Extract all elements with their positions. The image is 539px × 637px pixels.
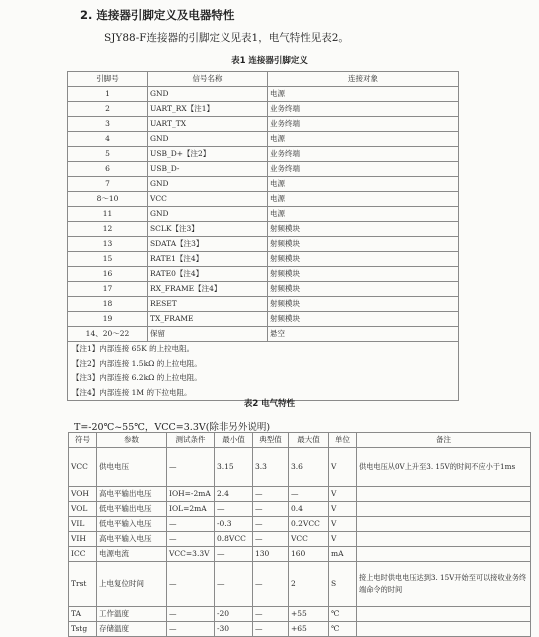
cell-parameter: 工作温度 [97, 607, 167, 622]
cell-parameter: 高电平输出电压 [97, 487, 167, 502]
pin-row [68, 177, 459, 192]
cell-typ: — [253, 532, 289, 547]
cell-signal: GND [148, 132, 268, 147]
cell-max: 0.4 [289, 502, 329, 517]
cell-parameter: 电源电流 [97, 547, 167, 562]
cell-target: 射频模块 [268, 267, 459, 282]
table2-caption: 表2 电气特性 [243, 399, 296, 409]
pin-row [68, 222, 459, 237]
cell-target: 电源 [268, 132, 459, 147]
cell-target: 业务终端 [268, 117, 459, 132]
cell-min: 2.4 [215, 487, 253, 502]
cell-symbol: VIL [69, 517, 97, 532]
cell-min: -20 [215, 607, 253, 622]
cell-signal: UART_RX【注1】 [148, 102, 268, 117]
cell-condition: IOH=-2mA [167, 487, 215, 502]
cell-target: 射频模块 [268, 222, 459, 237]
cell-min: -30 [215, 622, 253, 637]
cell-pin: 11 [68, 207, 148, 222]
table1-header-row [68, 72, 459, 87]
cell-signal: SDATA【注3】 [148, 237, 268, 252]
cell-signal: RX_FRAME【注4】 [148, 282, 268, 297]
cell-target: 射频模块 [268, 282, 459, 297]
pin-row [68, 102, 459, 117]
cell-target: 电源 [268, 177, 459, 192]
cell-pin: 18 [68, 297, 148, 312]
cell-symbol: TA [69, 607, 97, 622]
cell-unit: ℃ [329, 622, 357, 637]
spec-row [69, 502, 531, 517]
section-title: 2. 连接器引脚定义及电器特性 [80, 8, 235, 22]
cell-parameter: 存储温度 [97, 622, 167, 637]
note-4: 【注4】内部连接 1M 的下拉电阻。 [72, 387, 192, 397]
cell-min: 3.15 [215, 448, 253, 487]
header-pin: 引脚号 [68, 72, 148, 87]
cell-target: 业务终端 [268, 162, 459, 177]
test-condition: T=-20℃~55℃，VCC=3.3V(除非另外说明) [74, 422, 271, 433]
cell-signal: TX_FRAME [148, 312, 268, 327]
cell-signal: USB_D- [148, 162, 268, 177]
spec-row [69, 448, 531, 487]
note-3: 【注3】内部连接 6.2kΩ 的上拉电阻。 [72, 373, 202, 382]
cell-parameter: 低电平输入电压 [97, 517, 167, 532]
pin-row [68, 312, 459, 327]
pin-row [68, 267, 459, 282]
cell-target: 射频模块 [268, 237, 459, 252]
cell-target: 电源 [268, 207, 459, 222]
spec-row [69, 622, 531, 637]
cell-min: -0.3 [215, 517, 253, 532]
cell-typ: — [253, 502, 289, 517]
cell-max: 3.6 [289, 448, 329, 487]
pin-row [68, 132, 459, 147]
cell-max: 2 [289, 562, 329, 607]
cell-remark [357, 532, 531, 547]
cell-target: 电源 [268, 192, 459, 207]
cell-pin: 5 [68, 147, 148, 162]
cell-symbol: VCC [69, 448, 97, 487]
cell-unit: mA [329, 547, 357, 562]
pin-row [68, 147, 459, 162]
spec-row [69, 547, 531, 562]
cell-pin: 19 [68, 312, 148, 327]
header-signal: 信号名称 [148, 72, 268, 87]
header-target: 连接对象 [268, 72, 459, 87]
cell-remark [357, 487, 531, 502]
cell-typ: — [253, 487, 289, 502]
pin-row [68, 252, 459, 267]
cell-unit: V [329, 448, 357, 487]
pin-row [68, 192, 459, 207]
cell-pin: 16 [68, 267, 148, 282]
cell-signal: 保留 [148, 327, 268, 342]
cell-condition: — [167, 622, 215, 637]
cell-remark [357, 502, 531, 517]
cell-unit: V [329, 487, 357, 502]
cell-parameter: 供电电压 [97, 448, 167, 487]
cell-signal: RATE0【注4】 [148, 267, 268, 282]
cell-condition: — [167, 532, 215, 547]
cell-target: 电源 [268, 87, 459, 102]
cell-min: 0.8VCC [215, 532, 253, 547]
cell-min: — [215, 562, 253, 607]
header-max: 最大值 [289, 433, 329, 448]
pin-row [68, 162, 459, 177]
cell-condition: VCC=3.3V [167, 547, 215, 562]
pin-row [68, 237, 459, 252]
cell-target: 业务终端 [268, 102, 459, 117]
cell-remark: 供电电压从0V上升至3. 15V的时间不应小于1ms [357, 448, 531, 487]
pin-row [68, 297, 459, 312]
pin-definition-table [67, 71, 459, 401]
pin-row [68, 327, 459, 342]
cell-target: 业务终端 [268, 147, 459, 162]
cell-max: +65 [289, 622, 329, 637]
cell-signal: VCC [148, 192, 268, 207]
cell-symbol: Trst [69, 562, 97, 607]
cell-symbol: VIH [69, 532, 97, 547]
cell-condition: IOL=2mA [167, 502, 215, 517]
pin-row [68, 117, 459, 132]
spec-row [69, 562, 531, 607]
cell-pin: 15 [68, 252, 148, 267]
cell-signal: RESET [148, 297, 268, 312]
cell-min: — [215, 502, 253, 517]
cell-condition: — [167, 448, 215, 487]
cell-unit: S [329, 562, 357, 607]
cell-signal: USB_D+【注2】 [148, 147, 268, 162]
header-condition: 测试条件 [167, 433, 215, 448]
cell-pin: 14、20～22 [68, 327, 148, 342]
cell-symbol: VOH [69, 487, 97, 502]
cell-parameter: 上电复位时间 [97, 562, 167, 607]
cell-symbol: ICC [69, 547, 97, 562]
cell-typ: 3.3 [253, 448, 289, 487]
cell-signal: RATE1【注4】 [148, 252, 268, 267]
pin-row [68, 282, 459, 297]
cell-unit: V [329, 532, 357, 547]
cell-symbol: VOL [69, 502, 97, 517]
cell-pin: 2 [68, 102, 148, 117]
cell-signal: GND [148, 87, 268, 102]
header-min: 最小值 [215, 433, 253, 448]
table1-caption: 表1 连接器引脚定义 [231, 56, 308, 66]
cell-pin: 7 [68, 177, 148, 192]
cell-remark: 接上电时供电电压达到3. 15V开始至可以接收业务终端命令的时间 [357, 562, 531, 607]
cell-condition: — [167, 517, 215, 532]
cell-condition: — [167, 607, 215, 622]
cell-target: 射频模块 [268, 312, 459, 327]
cell-pin: 6 [68, 162, 148, 177]
table1-notes-row [68, 342, 459, 401]
pin-row [68, 87, 459, 102]
cell-parameter: 高电平输入电压 [97, 532, 167, 547]
header-typ: 典型值 [253, 433, 289, 448]
pin-row [68, 207, 459, 222]
cell-target: 射频模块 [268, 297, 459, 312]
table2-header-row [69, 433, 531, 448]
cell-parameter: 低电平输出电压 [97, 502, 167, 517]
cell-condition: — [167, 562, 215, 607]
cell-typ: — [253, 622, 289, 637]
cell-signal: GND [148, 177, 268, 192]
cell-max: — [289, 487, 329, 502]
cell-typ: — [253, 607, 289, 622]
cell-unit: V [329, 517, 357, 532]
spec-row [69, 607, 531, 622]
intro-text: SJY88-F连接器的引脚定义见表1，电气特性见表2。 [104, 32, 349, 44]
header-symbol: 符号 [69, 433, 97, 448]
cell-typ: 130 [253, 547, 289, 562]
cell-target: 悬空 [268, 327, 459, 342]
cell-pin: 1 [68, 87, 148, 102]
cell-remark [357, 517, 531, 532]
table1-notes [68, 342, 459, 401]
cell-pin: 12 [68, 222, 148, 237]
cell-max: VCC [289, 532, 329, 547]
spec-row [69, 532, 531, 547]
cell-signal: SCLK【注3】 [148, 222, 268, 237]
cell-typ: — [253, 517, 289, 532]
cell-remark [357, 607, 531, 622]
cell-max: 0.2VCC [289, 517, 329, 532]
cell-remark [357, 547, 531, 562]
cell-unit: V [329, 502, 357, 517]
header-unit: 单位 [329, 433, 357, 448]
cell-pin: 13 [68, 237, 148, 252]
spec-row [69, 517, 531, 532]
note-1: 【注1】内部连接 65K 的上拉电阻。 [72, 344, 195, 353]
cell-unit: ℃ [329, 607, 357, 622]
cell-pin: 17 [68, 282, 148, 297]
cell-target: 射频模块 [268, 252, 459, 267]
cell-remark [357, 622, 531, 637]
cell-pin: 4 [68, 132, 148, 147]
note-2: 【注2】内部连接 1.5kΩ 的上拉电阻。 [72, 358, 202, 368]
cell-max: 160 [289, 547, 329, 562]
cell-max: +55 [289, 607, 329, 622]
header-parameter: 参数 [97, 433, 167, 448]
header-remark: 备注 [357, 433, 531, 448]
cell-signal: UART_TX [148, 117, 268, 132]
spec-row [69, 487, 531, 502]
cell-min: — [215, 547, 253, 562]
cell-symbol: Tstg [69, 622, 97, 637]
cell-typ: — [253, 562, 289, 607]
cell-pin: 3 [68, 117, 148, 132]
cell-signal: GND [148, 207, 268, 222]
cell-pin: 8～10 [68, 192, 148, 207]
electrical-characteristics-table [68, 432, 531, 637]
